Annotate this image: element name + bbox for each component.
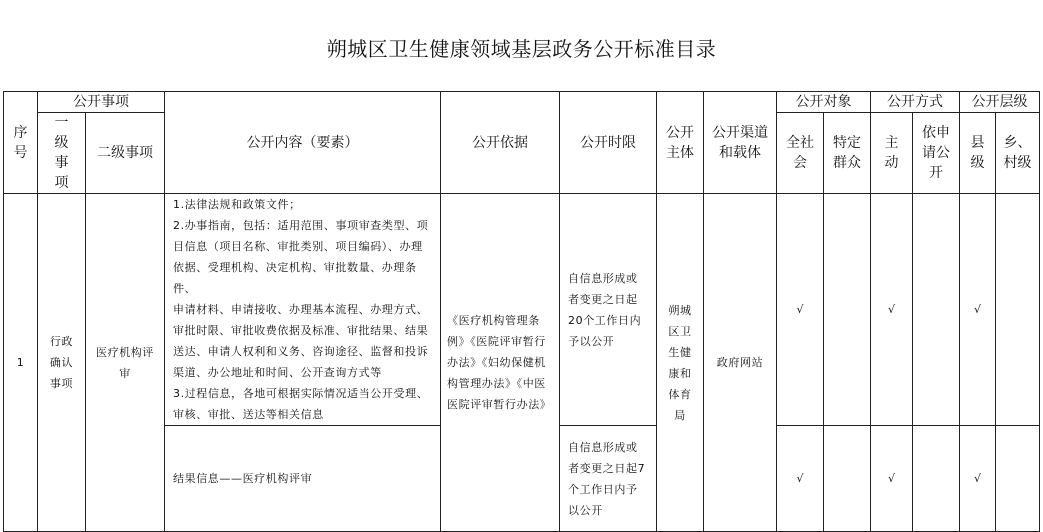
row-content-1 [165,194,441,426]
row-channel: 政府网站 [704,194,777,532]
content-line: 审核、审批、送达等相关信息 [173,408,324,421]
row-method-apply-1 [913,194,960,426]
header-target-specific: 特定群众 [824,113,871,194]
row-target-specific-2 [824,426,871,532]
header-method-active: 主动 [871,113,913,194]
row-subject: 朔城区卫生健康和体育局 [657,194,704,532]
row-method-apply-2 [913,426,960,532]
header-basis: 公开依据 [441,92,560,194]
header-seq: 序号 [4,92,38,194]
row-level-town-1 [996,194,1040,426]
content-line: 2.办事指南，包括：适用范围、事项审查类型、项 [173,219,429,232]
document-title: 朔城区卫生健康领域基层政务公开标准目录 [326,37,717,61]
header-level-county: 县级 [960,113,996,194]
row-seq: 1 [4,194,38,532]
catalog-table [3,91,1040,532]
row-level-town-2 [996,426,1040,532]
content-line: 1.法律法规和政策文件； [173,198,301,211]
row-method-active-1: √ [871,194,913,426]
row-level2: 医疗机构评审 [86,194,165,532]
header-matter-group: 公开事项 [38,92,165,113]
header-level2: 二级事项 [86,113,165,194]
header-level1: 一级事项 [38,113,86,194]
header-time-limit: 公开时限 [560,92,657,194]
header-target-group: 公开对象 [777,92,871,113]
row-target-all-1: √ [777,194,824,426]
row-basis: 《医疗机构管理条例》《医院评审暂行办法》《妇幼保健机构管理办法》《中医医院评审暂行办法》 [441,194,560,532]
content-line: 3.过程信息，各地可根据实际情况适当公开受理、 [173,387,429,400]
header-content: 公开内容（要素） [165,92,441,194]
row-level-county-1: √ [960,194,996,426]
row-level1: 行政确认事项 [38,194,86,532]
content-line: 送达、申请人权利和义务、咨询途径、监督和投诉 [173,345,429,358]
row-target-all-2: √ [777,426,824,532]
row-time-limit-2: 自信息形成或者变更之日起7个工作日内予以公开 [560,426,657,532]
content-line: 申请材料、申请接收、办理基本流程、办理方式、 [173,303,429,316]
header-subject: 公开主体 [657,92,704,194]
header-method-group: 公开方式 [871,92,960,113]
content-line: 渠道、办公地址和时间、公开查询方式等 [173,366,382,379]
header-channel: 公开渠道和载体 [704,92,777,194]
header-level-town: 乡、村级 [996,113,1040,194]
row-time-limit-1: 自信息形成或者变更之日起20个工作日内予以公开 [560,194,657,426]
row-content-2: 结果信息——医疗机构评审 [165,426,441,532]
header-level-group: 公开层级 [960,92,1040,113]
header-method-apply: 依申请公开 [913,113,960,194]
content-line: 目信息（项目名称、审批类别、项目编码）、办理 [173,240,423,253]
row-level-county-2: √ [960,426,996,532]
row-target-specific-1 [824,194,871,426]
header-target-all: 全社会 [777,113,824,194]
row-method-active-2: √ [871,426,913,532]
content-line: 依据、受理机构、决定机构、审批数量、办理条件、 [173,261,417,295]
content-line: 审批时限、审批收费依据及标准、审批结果、结果 [173,324,429,337]
